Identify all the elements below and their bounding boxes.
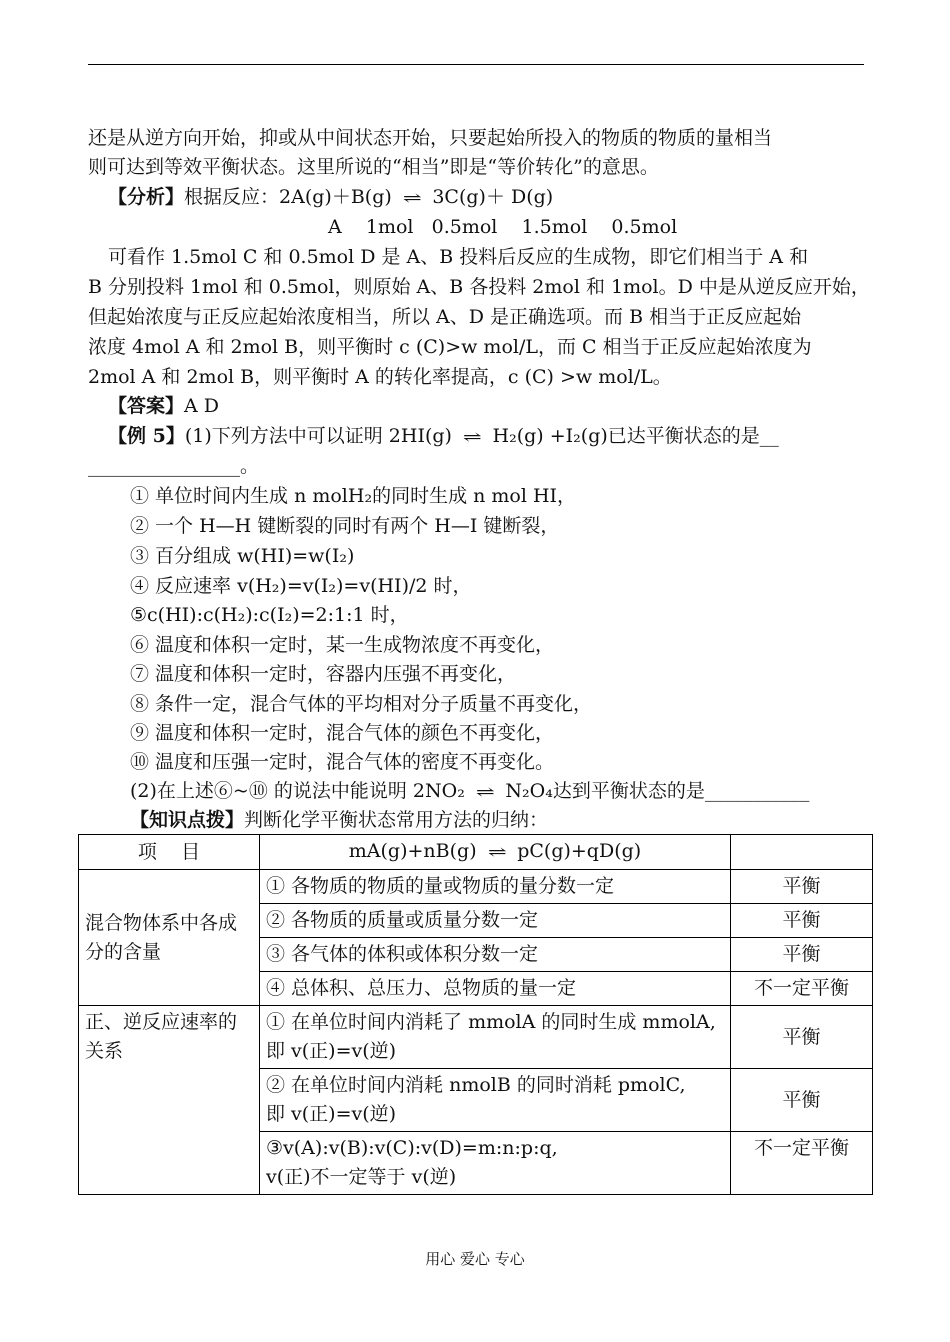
- answer-value: A D: [184, 395, 220, 417]
- list-item: ④ 反应速率 v(H₂)=v(I₂)=v(HI)/2 时，: [130, 575, 472, 597]
- analysis-line: [108, 182, 884, 213]
- reaction-rhs: 3C(g)＋ D(g): [432, 186, 554, 208]
- list-item: ③ 百分组成 w(HI)=w(I₂): [130, 545, 355, 567]
- table-result: 平衡: [731, 1006, 873, 1069]
- header-reaction-lhs: mA(g)+nB(g): [348, 840, 477, 862]
- table-row: [79, 870, 873, 904]
- reaction-lhs: 根据反应：2A(g)＋B(g): [184, 186, 392, 208]
- table-cell: [260, 1069, 731, 1132]
- table-result: 平衡: [731, 904, 873, 938]
- equilibrium-arrow-icon: ⇌: [402, 189, 422, 207]
- cell-line: ① 在单位时间内消耗了 mmolA 的同时生成 mmolA,: [266, 1011, 716, 1033]
- answer-line: [108, 391, 884, 421]
- table-cell: [260, 1132, 731, 1195]
- example5-tag: 【例 5】: [108, 425, 185, 447]
- knowledge-tag: 【知识点拨】: [130, 809, 245, 831]
- paragraph-line: 则可达到等效平衡状态。这里所说的“相当”即是“等价转化”的意思。: [88, 156, 659, 178]
- list-item: ① 单位时间内生成 n molH₂的同时生成 n mol HI，: [130, 485, 577, 507]
- list-item: ⑨ 温度和体积一定时，混合气体的颜色不再变化，: [130, 722, 555, 744]
- list-item: ② 一个 H—H 键断裂的同时有两个 H—I 键断裂，: [130, 515, 560, 537]
- group-label: 正、逆反应速率的关系: [79, 1006, 260, 1195]
- list-item: ⑥ 温度和体积一定时，某一生成物浓度不再变化，: [130, 634, 555, 656]
- table-cell: ④ 总体积、总压力、总物质的量一定: [260, 972, 731, 1006]
- example5-line: [108, 421, 884, 452]
- table-result: 不一定平衡: [731, 1132, 873, 1195]
- equilibrium-arrow-icon: ⇌: [475, 783, 495, 801]
- analysis-text: B 分别投料 1mol 和 0.5mol，则原始 A、B 各投料 2mol 和 1mol。D 中是从逆反应开始，: [88, 276, 870, 298]
- example5-text: (1)下列方法中可以证明 2HI(g): [184, 425, 452, 447]
- question2-line: [130, 776, 906, 807]
- page-footer: 用心 爱心 专心: [425, 1250, 525, 1268]
- question2-text: (2)在上述⑥~⑩ 的说法中能说明 2NO₂: [130, 780, 465, 802]
- paragraph-line: 还是从逆方向开始，抑或从中间状态开始，只要起始所投入的物质的物质的量相当: [88, 127, 773, 149]
- table-cell: ① 各物质的物质的量或物质的量分数一定: [260, 870, 731, 904]
- question2-rhs: N₂O₄达到平衡状态的是___________: [505, 780, 810, 802]
- answer-blank: ________________。: [88, 455, 260, 477]
- amounts-line: A 1mol 0.5mol 1.5mol 0.5mol: [328, 216, 678, 238]
- cell-line: 即 v(正)=v(逆): [266, 1040, 397, 1062]
- example5-rhs: H₂(g) +I₂(g)已达平衡状态的是__: [492, 425, 779, 447]
- answer-tag: 【答案】: [108, 395, 185, 417]
- table-result: 平衡: [731, 1069, 873, 1132]
- analysis-tag: 【分析】: [108, 186, 185, 208]
- header-item: 项 目: [79, 835, 260, 870]
- header-reaction: [260, 835, 731, 870]
- analysis-text: 浓度 4mol A 和 2mol B，则平衡时 c (C)>w mol/L，而 C 相当于正反应起始浓度为: [88, 336, 812, 358]
- equilibrium-arrow-icon: ⇌: [462, 428, 482, 446]
- list-item: ⑩ 温度和压强一定时，混合气体的密度不再变化。: [130, 751, 555, 773]
- knowledge-line: [130, 805, 906, 835]
- header-reaction-rhs: pC(g)+qD(g): [517, 840, 642, 862]
- table-result: 平衡: [731, 870, 873, 904]
- analysis-text: 但起始浓度与正反应起始浓度相当，所以 A、D 是正确选项。而 B 相当于正反应起始: [88, 306, 802, 328]
- list-item: ⑧ 条件一定，混合气体的平均相对分子质量不再变化，: [130, 693, 593, 715]
- analysis-text: 可看作 1.5mol C 和 0.5mol D 是 A、B 投料后反应的生成物，即它们相当于 A 和: [108, 246, 809, 268]
- table-row: [79, 1006, 873, 1069]
- equilibrium-arrow-icon: ⇌: [487, 843, 507, 861]
- cell-line: 即 v(正)=v(逆): [266, 1103, 397, 1125]
- header-empty: [731, 835, 873, 870]
- list-item: ⑤c(HI):c(H₂):c(I₂)=2:1:1 时，: [130, 604, 409, 626]
- knowledge-text: 判断化学平衡状态常用方法的归纳：: [244, 809, 549, 831]
- table-cell: ② 各物质的质量或质量分数一定: [260, 904, 731, 938]
- analysis-text: 2mol A 和 2mol B，则平衡时 A 的转化率提高，c (C) >w mol/L。: [88, 366, 672, 388]
- table-cell: ③ 各气体的体积或体积分数一定: [260, 938, 731, 972]
- summary-table: [78, 834, 873, 1195]
- header-rule: [88, 64, 864, 65]
- cell-line: ② 在单位时间内消耗 nmolB 的同时消耗 pmolC,: [266, 1074, 686, 1096]
- table-result: 不一定平衡: [731, 972, 873, 1006]
- table-header-row: [79, 835, 873, 870]
- table-result: 平衡: [731, 938, 873, 972]
- cell-line: v(正)不一定等于 v(逆): [266, 1166, 457, 1188]
- cell-line: ③v(A):v(B):v(C):v(D)=m:n:p:q,: [266, 1137, 558, 1159]
- list-item: ⑦ 温度和体积一定时，容器内压强不再变化，: [130, 663, 517, 685]
- table-cell: [260, 1006, 731, 1069]
- group-label: 混合物体系中各成分的含量: [79, 870, 260, 1006]
